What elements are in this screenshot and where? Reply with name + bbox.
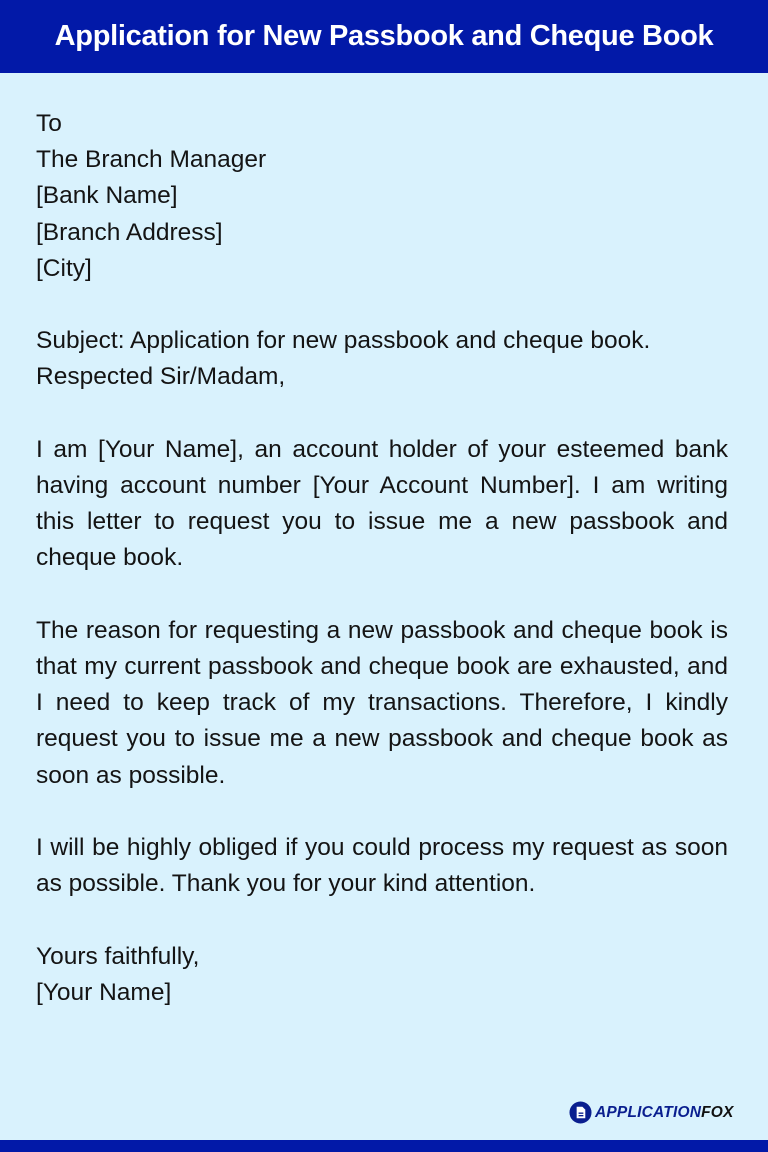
address-line: To <box>36 110 62 137</box>
address-line: [Branch Address] <box>36 218 223 246</box>
document-icon <box>569 1101 592 1124</box>
signature: [Your Name] <box>36 978 172 1006</box>
footer-bar <box>0 1140 768 1152</box>
applicationfox-logo <box>569 1101 734 1124</box>
address-line: The Branch Manager <box>36 146 267 174</box>
address-line: [Bank Name] <box>36 182 178 210</box>
body-paragraph-1: I am [Your Name], an account holder of your esteemed bank having account number [Your Account Number]. I am writing this letter to request you to issue me a new passbook and cheque book. <box>36 435 728 572</box>
body-paragraph-2: The reason for requesting a new passbook and cheque book is that my current passbook and cheque book are exhausted, and I need to keep track of my transactions. Therefore, I kindly request you to issue me a new passbook and cheque book as soon as possible. <box>36 616 728 789</box>
letter-body <box>36 106 728 1011</box>
recipient-address <box>36 106 728 287</box>
body-paragraph-3: I will be highly obliged if you could process my request as soon as possible. Thank you for your kind attention. <box>36 834 728 898</box>
address-line: [City] <box>36 254 92 282</box>
logo-wordmark: APPLICATIONFOX <box>595 1103 734 1121</box>
salutation: Respected Sir/Madam, <box>36 363 286 391</box>
closing: Yours faithfully, <box>36 942 200 970</box>
header-banner <box>0 0 768 73</box>
page-title: Application for New Passbook and Cheque Book <box>54 20 714 52</box>
subject-line: Subject: Application for new passbook and cheque book. <box>36 327 651 355</box>
